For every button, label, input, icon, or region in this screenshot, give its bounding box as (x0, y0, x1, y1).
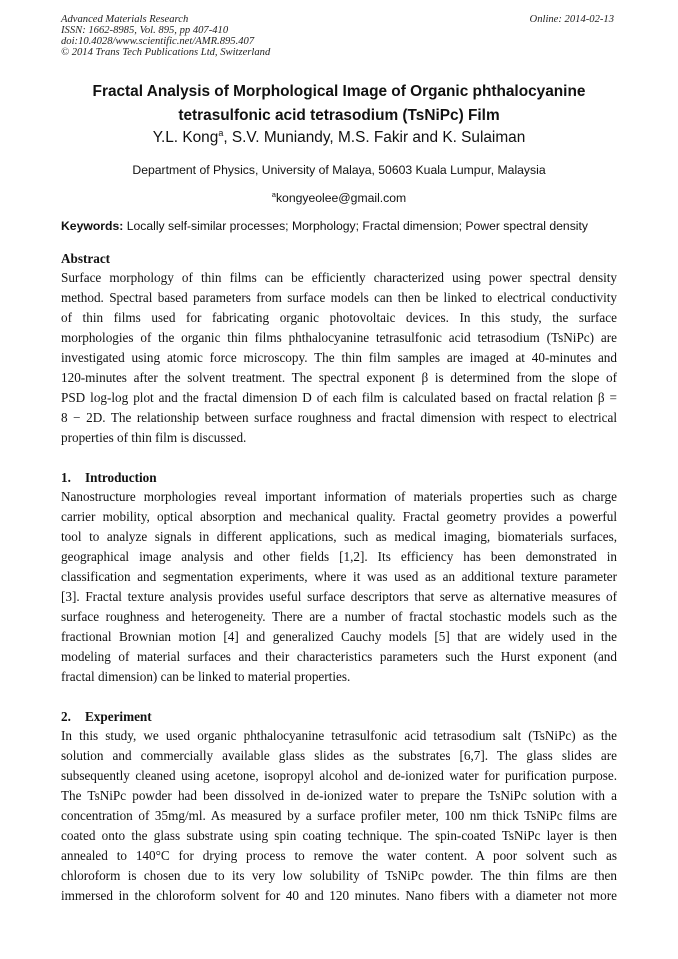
intro-line: modeling of material surfaces and their characteristics parameters such the Hurst exponent (and (61, 649, 617, 664)
abstract-line: investigated using atomic force microscopy. The thin film samples are imaged at 40-minutes and (61, 350, 617, 365)
experiment-line: annealed to 140°C for drying process to remove the water content. A poor solvent such as (61, 848, 617, 863)
authors (40, 128, 638, 148)
experiment-line: subsequently cleaned using acetone, isopropyl alcohol and de-ionized water for purification purpose. (61, 768, 617, 783)
keywords (61, 218, 621, 234)
copyright: © 2014 Trans Tech Publications Ltd, Switzerland (61, 47, 271, 58)
email-address[interactable]: kongyeolee@gmail.com (275, 191, 407, 205)
author-superscript: a (218, 128, 224, 138)
experiment-line: In this study, we used organic phthalocyanine tetrasulfonic acid tetrasodium salt (TsNiPc) as the (61, 728, 617, 743)
intro-line: carrier mobility, optical absorption and mechanical quality. Fractal geometry provides a powerful (61, 509, 617, 524)
author-first: Y.L. Kong (152, 129, 219, 146)
experiment-section (61, 708, 617, 906)
author-email (40, 190, 638, 206)
intro-line: geographical image analysis and other fields [1,2]. Its efficiency has been demonstrated in (61, 549, 617, 564)
author-rest: , S.V. Muniandy, M.S. Fakir and K. Sulaiman (223, 129, 526, 146)
intro-line: classification and segmentation experiments, where it was used as an additional texture parameter (61, 569, 617, 584)
experiment-body (61, 726, 617, 906)
introduction-body (61, 487, 617, 687)
email-superscript: a (271, 190, 276, 199)
abstract-section (61, 250, 617, 448)
title-line-2: tetrasulfonic acid tetrasodium (TsNiPc) Film (178, 107, 500, 124)
paper-title (40, 80, 638, 128)
online-date: Online: 2014-02-13 (529, 14, 614, 25)
abstract-line: 8 − 2D. The relationship between surface roughness and fractal dimension with respect to electrical (61, 410, 617, 425)
abstract-line: properties of thin film is discussed. (61, 430, 247, 445)
title-line-1: Fractal Analysis of Morphological Image of Organic phthalocyanine (92, 83, 586, 100)
intro-line: surface roughness and heterogeneity. There are a number of fractal stochastic models such as the (61, 609, 617, 624)
abstract-line: of thin films used for fabricating organic photovoltaic devices. In this study, the surface (61, 310, 617, 325)
intro-line: fractal dimension) can be linked to material properties. (61, 669, 351, 684)
keywords-list: Locally self-similar processes; Morphology; Fractal dimension; Power spectral density (123, 219, 588, 233)
intro-line: fractional Brownian motion [4] and generalized Cauchy models [5] that are widely used in the (61, 629, 617, 644)
experiment-line: chloroform is chosen due to its very low solubility of TsNiPc powder. The thin films are then (61, 868, 617, 883)
experiment-line: solution and commercially available glass slides as the substrates [6,7]. The glass slides are (61, 748, 617, 763)
section-number: 2. (61, 709, 71, 724)
experiment-line: immersed in the chloroform solvent for 40 and 120 minutes. Nano fibers with a diameter not more (61, 888, 617, 903)
experiment-line: The TsNiPc powder had been dissolved in de-ionized water to prepare the TsNiPc solution with a (61, 788, 617, 803)
affiliation: Department of Physics, University of Malaya, 50603 Kuala Lumpur, Malaysia (132, 163, 546, 177)
experiment-line: coated onto the glass substrate using spin coating technique. The spin-coated TsNiPc layer is then (61, 828, 617, 843)
abstract-heading: Abstract (61, 251, 111, 266)
introduction-section (61, 469, 617, 687)
abstract-line: method. Spectral based parameters from surface models can then be linked to electrical conductivity (61, 290, 617, 305)
abstract-line: Surface morphology of thin films can be efficiently characterized using power spectral density (61, 270, 617, 285)
doi-link[interactable]: doi:10.4028/www.scientific.net/AMR.895.407 (61, 36, 255, 47)
abstract-line: 120-minutes after the solvent treatment. The spectral exponent β is determined from the slope of (61, 370, 617, 385)
experiment-line: concentration of 35mg/ml. As measured by a surface profiler meter, 100 nm thick TsNiPc films are (61, 808, 617, 823)
experiment-heading (61, 708, 617, 726)
section-title: Experiment (85, 709, 152, 724)
journal-name: Advanced Materials Research (61, 14, 189, 25)
introduction-heading (61, 469, 617, 487)
abstract-line: morphologies of the organic thin films phthalocyanine tetrasulfonic acid tetrasodium (TsNiPc) are (61, 330, 617, 345)
journal-header (61, 14, 270, 58)
issn-info: ISSN: 1662-8985, Vol. 895, pp 407-410 (61, 25, 229, 36)
section-number: 1. (61, 470, 71, 485)
abstract-line: PSD log-log plot and the fractal dimension D of each film is calculated based on fractal relation β = (61, 390, 617, 405)
keywords-label: Keywords: (61, 219, 124, 233)
intro-line: tool to analyze signals in different applications, such as medical imaging, biomaterials surfaces, (61, 529, 617, 544)
abstract-body (61, 268, 617, 448)
intro-line: Nanostructure morphologies reveal important information of materials properties such as charge (61, 489, 617, 504)
intro-line: [3]. Fractal texture analysis provides useful surface descriptors that serve as alternative measures of (61, 589, 617, 604)
section-title: Introduction (85, 470, 157, 485)
